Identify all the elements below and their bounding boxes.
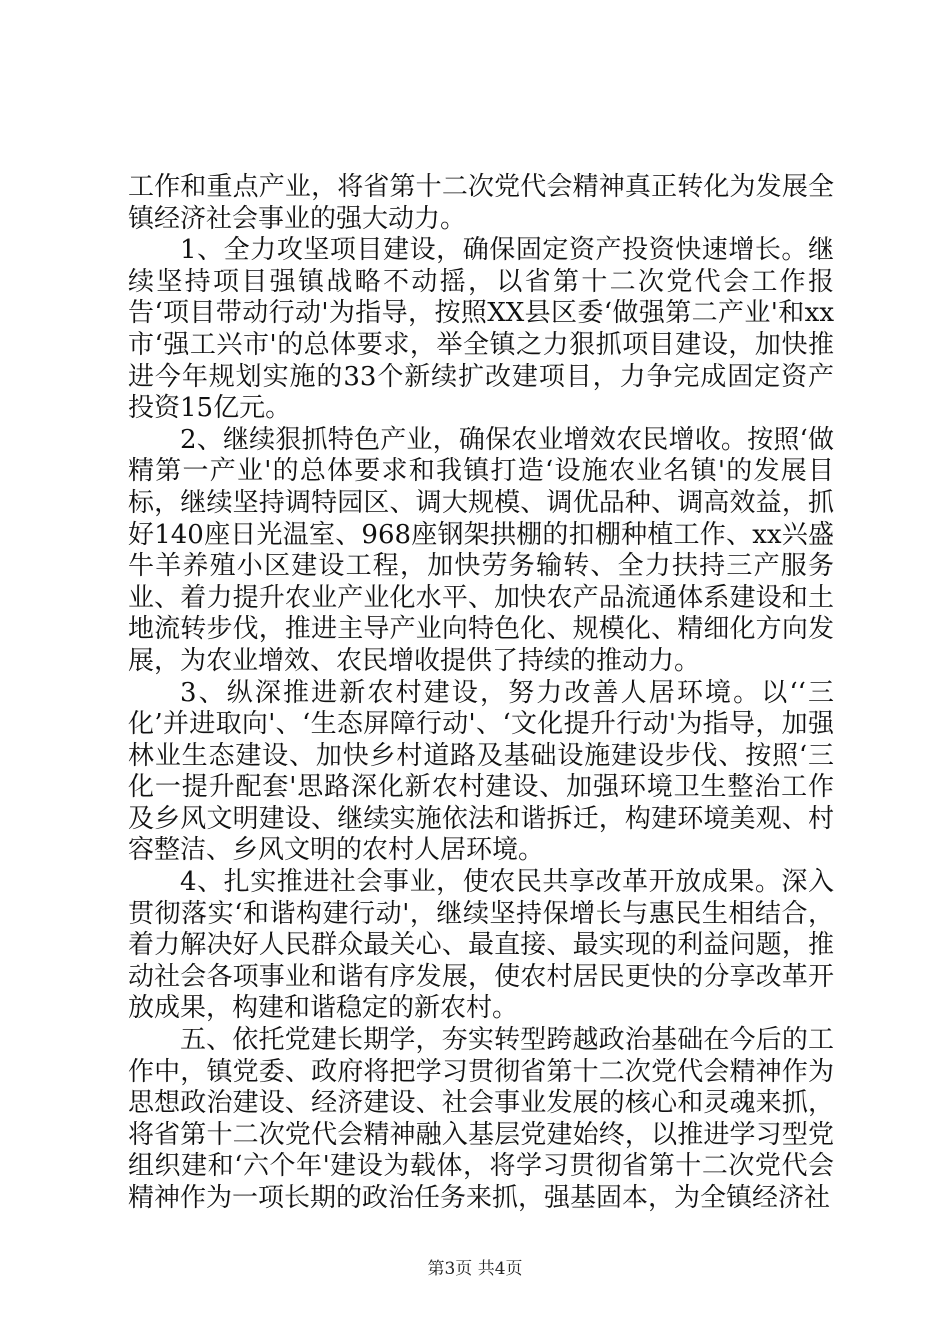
page-number-footer: 第3页 共4页 (427, 1259, 523, 1279)
paragraph-party-building: 五、依托党建长期学，夯实转型跨越政治基础在今后的工作中，镇党委、政府将把学习贯彻省第十二次党代会精神作为思想政治建设、经济建设、社会事业发展的核心和灵魂来抓，将省第十二次党代会精神融入基层党建始终，以推进学习型党组织建和‘六个年'建设为载体，将学习贯彻省第十二次党代会精神作为一项长期的政治任务来抓，强基固本，为全镇经济社 (128, 1025, 834, 1213)
paragraph-continuation: 工作和重点产业，将省第十二次党代会精神真正转化为发展全镇经济社会事业的强大动力。 (128, 172, 834, 234)
paragraph-social-affairs: 4、扎实推进社会事业，使农民共享改革开放成果。深入贯彻落实‘和谐构建行动'，继续坚持保增长与惠民生相结合，着力解决好人民群众最关心、最直接、最实现的利益问题，推动社会各项事业和谐有序发展，使农村居民更快的分享改革开放成果，构建和谐稳定的新农村。 (128, 867, 834, 1024)
paragraph-specialty-industry: 2、继续狠抓特色产业，确保农业增效农民增收。按照‘做精第一产业'的总体要求和我镇打造‘设施农业名镇'的发展目标，继续坚持调特园区、调大规模、调优品种、调高效益，抓好140座日光温室、968座钢架拱棚的扣棚种植工作、xx兴盛牛羊养殖小区建设工程，加快劳务输转、全力扶持三产服务业、着力提升农业产业化水平、加快农产品流通体系建设和土地流转步伐，推进主导产业向特色化、规模化、精细化方向发展，为农业增效、农民增收提供了持续的推动力。 (128, 424, 834, 676)
paragraph-new-countryside: 3、纵深推进新农村建设，努力改善人居环境。以‘‘三化’并进取向'、‘生态屏障行动'、‘文化提升行动'为指导，加强林业生态建设、加快乡村道路及基础设施建设步伐、按照‘三化一提升配套'思路深化新农村建设、加强环境卫生整治工作及乡风文明建设、继续实施依法和谐拆迁，构建环境美观、村容整洁、乡风文明的农村人居环境。 (128, 677, 834, 866)
document-body (128, 172, 834, 1215)
paragraph-project-construction: 1、全力攻坚项目建设，确保固定资产投资快速增长。继续坚持项目强镇战略不动摇，以省第十二次党代会工作报告‘项目带动行动'为指导，按照XX县区委‘做强第二产业'和xx市‘强工兴市'的总体要求，举全镇之力狠抓项目建设，加快推进今年规划实施的33个新续扩改建项目，力争完成固定资产投资15亿元。 (128, 235, 834, 424)
